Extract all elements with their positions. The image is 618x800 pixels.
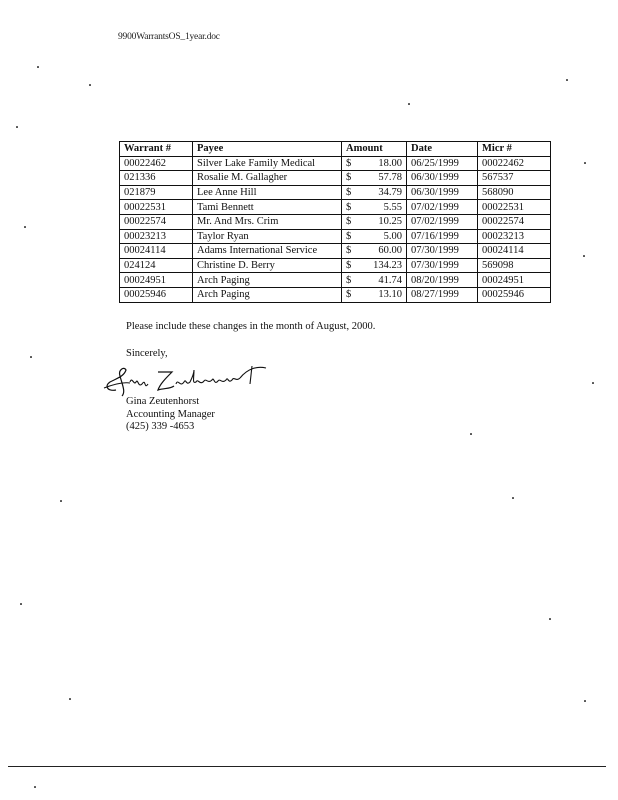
header-payee: Payee — [193, 142, 342, 157]
amount-value: 5.55 — [383, 201, 402, 213]
cell-payee: Mr. And Mrs. Crim — [193, 214, 342, 229]
scan-speck — [584, 162, 586, 164]
currency-symbol: $ — [346, 172, 352, 184]
warrants-table — [119, 141, 551, 303]
amount-value: 5.00 — [383, 230, 402, 242]
scan-speck — [512, 497, 514, 499]
table-row — [120, 214, 551, 229]
currency-symbol: $ — [346, 289, 352, 301]
scan-border-line — [8, 766, 606, 767]
amount-value: 57.78 — [378, 172, 402, 184]
currency-symbol: $ — [346, 274, 352, 286]
scan-speck — [408, 103, 410, 105]
scan-speck — [20, 603, 22, 605]
amount-value: 134.23 — [373, 260, 402, 272]
cell-warrant: 00025946 — [120, 287, 193, 302]
cell-payee: Christine D. Berry — [193, 258, 342, 273]
cell-micr: 00024951 — [478, 273, 551, 288]
cell-micr: 00022462 — [478, 156, 551, 171]
signer-title: Accounting Manager — [126, 408, 215, 420]
cell-micr: 00023213 — [478, 229, 551, 244]
cell-date: 07/30/1999 — [407, 244, 478, 259]
cell-micr: 568090 — [478, 185, 551, 200]
cell-payee: Silver Lake Family Medical — [193, 156, 342, 171]
scan-speck — [16, 126, 18, 128]
scan-speck — [34, 786, 36, 788]
cell-warrant: 00024114 — [120, 244, 193, 259]
document-filename: 9900WarrantsOS_1year.doc — [118, 32, 220, 42]
currency-symbol: $ — [346, 245, 352, 257]
scan-speck — [592, 382, 594, 384]
table-row — [120, 258, 551, 273]
cell-payee: Lee Anne Hill — [193, 185, 342, 200]
cell-date: 06/30/1999 — [407, 185, 478, 200]
cell-payee: Rosalie M. Gallagher — [193, 171, 342, 186]
cell-amount — [342, 171, 407, 186]
cell-amount — [342, 229, 407, 244]
table-row — [120, 171, 551, 186]
instruction-note: Please include these changes in the month of August, 2000. — [126, 321, 376, 332]
scan-speck — [470, 433, 472, 435]
cell-amount — [342, 287, 407, 302]
cell-micr: 00022574 — [478, 214, 551, 229]
cell-date: 06/30/1999 — [407, 171, 478, 186]
header-amount: Amount — [342, 142, 407, 157]
cell-date: 07/02/1999 — [407, 200, 478, 215]
scan-speck — [60, 500, 62, 502]
table-row — [120, 273, 551, 288]
cell-warrant: 021879 — [120, 185, 193, 200]
cell-date: 07/02/1999 — [407, 214, 478, 229]
cell-amount — [342, 185, 407, 200]
signature-block — [126, 396, 215, 434]
cell-amount — [342, 244, 407, 259]
amount-value: 60.00 — [378, 245, 402, 257]
currency-symbol: $ — [346, 230, 352, 242]
cell-payee: Tami Bennett — [193, 200, 342, 215]
scan-speck — [24, 226, 26, 228]
currency-symbol: $ — [346, 201, 352, 213]
table-row — [120, 185, 551, 200]
scan-speck — [69, 698, 71, 700]
currency-symbol: $ — [346, 216, 352, 228]
cell-payee: Arch Paging — [193, 287, 342, 302]
scan-speck — [583, 255, 585, 257]
currency-symbol: $ — [346, 260, 352, 272]
table-row — [120, 229, 551, 244]
cell-payee: Arch Paging — [193, 273, 342, 288]
cell-micr: 567537 — [478, 171, 551, 186]
amount-value: 10.25 — [378, 216, 402, 228]
header-date: Date — [407, 142, 478, 157]
cell-warrant: 00022574 — [120, 214, 193, 229]
cell-warrant: 00022531 — [120, 200, 193, 215]
signer-name: Gina Zeutenhorst — [126, 396, 200, 407]
header-micr: Micr # — [478, 142, 551, 157]
cell-warrant: 00022462 — [120, 156, 193, 171]
cell-warrant: 024124 — [120, 258, 193, 273]
cell-payee: Adams International Service — [193, 244, 342, 259]
scan-speck — [549, 618, 551, 620]
scan-speck — [584, 700, 586, 702]
table-row — [120, 287, 551, 302]
cell-micr: 00024114 — [478, 244, 551, 259]
signer-phone: (425) 339 -4653 — [126, 421, 195, 432]
cell-warrant: 00023213 — [120, 229, 193, 244]
cell-amount — [342, 200, 407, 215]
cell-payee: Taylor Ryan — [193, 229, 342, 244]
table-row — [120, 244, 551, 259]
cell-date: 08/20/1999 — [407, 273, 478, 288]
currency-symbol: $ — [346, 157, 352, 169]
cell-date: 06/25/1999 — [407, 156, 478, 171]
scan-speck — [37, 66, 39, 68]
header-warrant: Warrant # — [120, 142, 193, 157]
table-header-row — [120, 142, 551, 157]
cell-warrant: 00024951 — [120, 273, 193, 288]
cell-amount — [342, 273, 407, 288]
closing-salutation: Sincerely, — [126, 348, 168, 359]
table-row — [120, 156, 551, 171]
cell-micr: 00022531 — [478, 200, 551, 215]
scan-speck — [566, 79, 568, 81]
amount-value: 18.00 — [378, 157, 402, 169]
cell-micr: 569098 — [478, 258, 551, 273]
cell-date: 07/30/1999 — [407, 258, 478, 273]
scan-speck — [30, 356, 32, 358]
currency-symbol: $ — [346, 187, 352, 199]
cell-date: 07/16/1999 — [407, 229, 478, 244]
amount-value: 13.10 — [378, 289, 402, 301]
scan-speck — [89, 84, 91, 86]
cell-amount — [342, 214, 407, 229]
amount-value: 34.79 — [378, 187, 402, 199]
table-row — [120, 200, 551, 215]
cell-amount — [342, 258, 407, 273]
cell-micr: 00025946 — [478, 287, 551, 302]
warrants-table-body — [120, 156, 551, 302]
handwritten-signature — [102, 362, 272, 398]
cell-amount — [342, 156, 407, 171]
amount-value: 41.74 — [378, 274, 402, 286]
cell-date: 08/27/1999 — [407, 287, 478, 302]
cell-warrant: 021336 — [120, 171, 193, 186]
